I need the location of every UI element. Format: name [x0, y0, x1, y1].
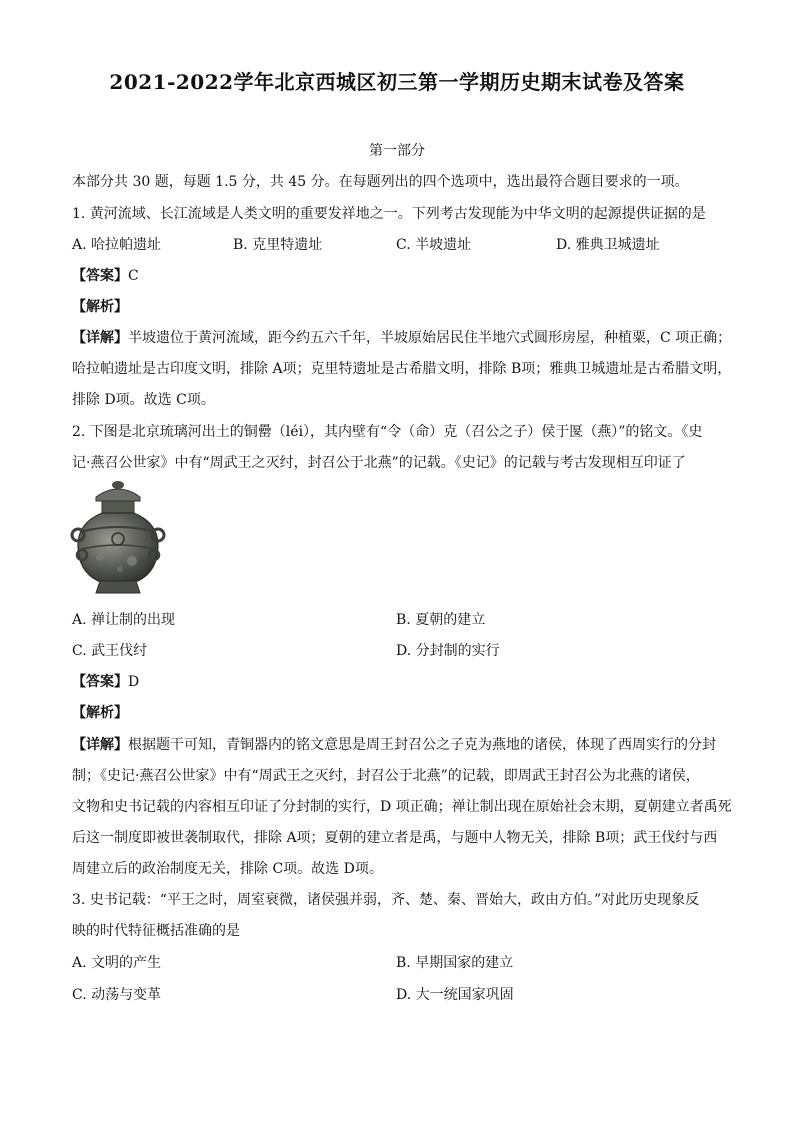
- q2-detail-line-3: 文物和史书记载的内容相互印证了分封制的实行，D 项正确；禅让制出现在原始社会末期，夏朝建立者禹死: [72, 799, 732, 815]
- q2-answer: [72, 673, 722, 691]
- q2-detail-line-5: 周建立后的政治制度无关，排除 C项。故选 D项。: [72, 861, 383, 877]
- q3-option-a: A. 文明的产生: [72, 955, 162, 971]
- q1-option-b: B. 克里特遗址: [233, 237, 323, 253]
- q1-option-a: A. 哈拉帕遗址: [72, 237, 162, 253]
- q1-answer-value: C: [128, 268, 139, 284]
- bronze-lei-vessel-image: [70, 479, 166, 595]
- q2-detail-line-2: 制；《史记·燕召公世家》中有“周武王之灭纣，封召公于北燕”的记载，即周武王封召公为北燕的诸侯，: [72, 768, 700, 784]
- q3-stem-line-1: 3. 史书记载：“平王之时，周室衰微，诸侯强并弱，齐、楚、秦、晋始大，政由方伯。”对此历史现象反: [72, 892, 700, 908]
- q1-answer-tag: 【答案】: [72, 268, 128, 284]
- q1-detail-line-3: 排除 D项。故选 C项。: [72, 392, 215, 408]
- q2-stem-line-2: 记·燕召公世家》中有“周武王之灭纣，封召公于北燕”的记载。《史记》的记载与考古发现相互印证了: [72, 455, 686, 471]
- q1-detail-line-2: 哈拉帕遗址是古印度文明，排除 A项；克里特遗址是古希腊文明，排除 B项；雅典卫城遗址是古希腊文明，: [72, 361, 732, 377]
- q1-option-d: D. 雅典卫城遗址: [556, 237, 660, 253]
- q3-stem-line-2: 映的时代特征概括准确的是: [72, 923, 240, 939]
- q2-detail-text-1: 根据题干可知，青铜器内的铭文意思是周王封召公之子克为燕地的诸侯，体现了西周实行的分封: [128, 737, 716, 753]
- q2-analysis-tag: 【解析】: [72, 705, 128, 721]
- q3-option-b: B. 早期国家的建立: [396, 955, 514, 971]
- q2-detail-line-4: 后这一制度即被世袭制取代，排除 A项；夏朝的建立者是禹，与题中人物无关，排除 B项；武王伐纣与西: [72, 830, 718, 846]
- q2-option-b: B. 夏朝的建立: [396, 612, 486, 628]
- q1-detail-tag: 【详解】: [72, 330, 128, 346]
- q1-detail-text-1: 半坡遗位于黄河流域，距今约五六千年，半坡原始居民住半地穴式圆形房屋，种植粟，C 项正确；: [128, 330, 732, 346]
- q2-stem-line-1: 2. 下图是北京琉璃河出土的铜罍（léi），其内壁有“令（命）克（召公之子）侯于匽（燕）”的铭文。《史: [72, 424, 703, 440]
- q2-answer-value: D: [128, 674, 140, 690]
- q2-detail-tag: 【详解】: [72, 737, 128, 753]
- document-title: 2021-2022学年北京西城区初三第一学期历史期末试卷及答案: [109, 70, 685, 94]
- section-title: 第一部分: [369, 143, 425, 159]
- q2-answer-tag: 【答案】: [72, 674, 128, 690]
- q2-option-d: D. 分封制的实行: [396, 643, 500, 659]
- q1-detail-line-1: [72, 329, 732, 347]
- q3-option-c: C. 动荡与变革: [72, 987, 162, 1003]
- instructions: 本部分共 30 题，每题 1.5 分，共 45 分。在每题列出的四个选项中，选出最符合题目要求的一项。: [72, 174, 689, 190]
- q2-detail-line-1: [72, 736, 722, 754]
- q1-stem: 1. 黄河流域、长江流域是人类文明的重要发祥地之一。下列考古发现能为中华文明的起源提供证据的是: [72, 206, 706, 222]
- q2-option-c: C. 武王伐纣: [72, 643, 148, 659]
- q1-option-c: C. 半坡遗址: [396, 237, 472, 253]
- q3-option-d: D. 大一统国家巩固: [396, 987, 514, 1003]
- q2-option-a: A. 禅让制的出现: [72, 612, 176, 628]
- q1-analysis-tag: 【解析】: [72, 299, 128, 315]
- q1-answer: [72, 267, 722, 285]
